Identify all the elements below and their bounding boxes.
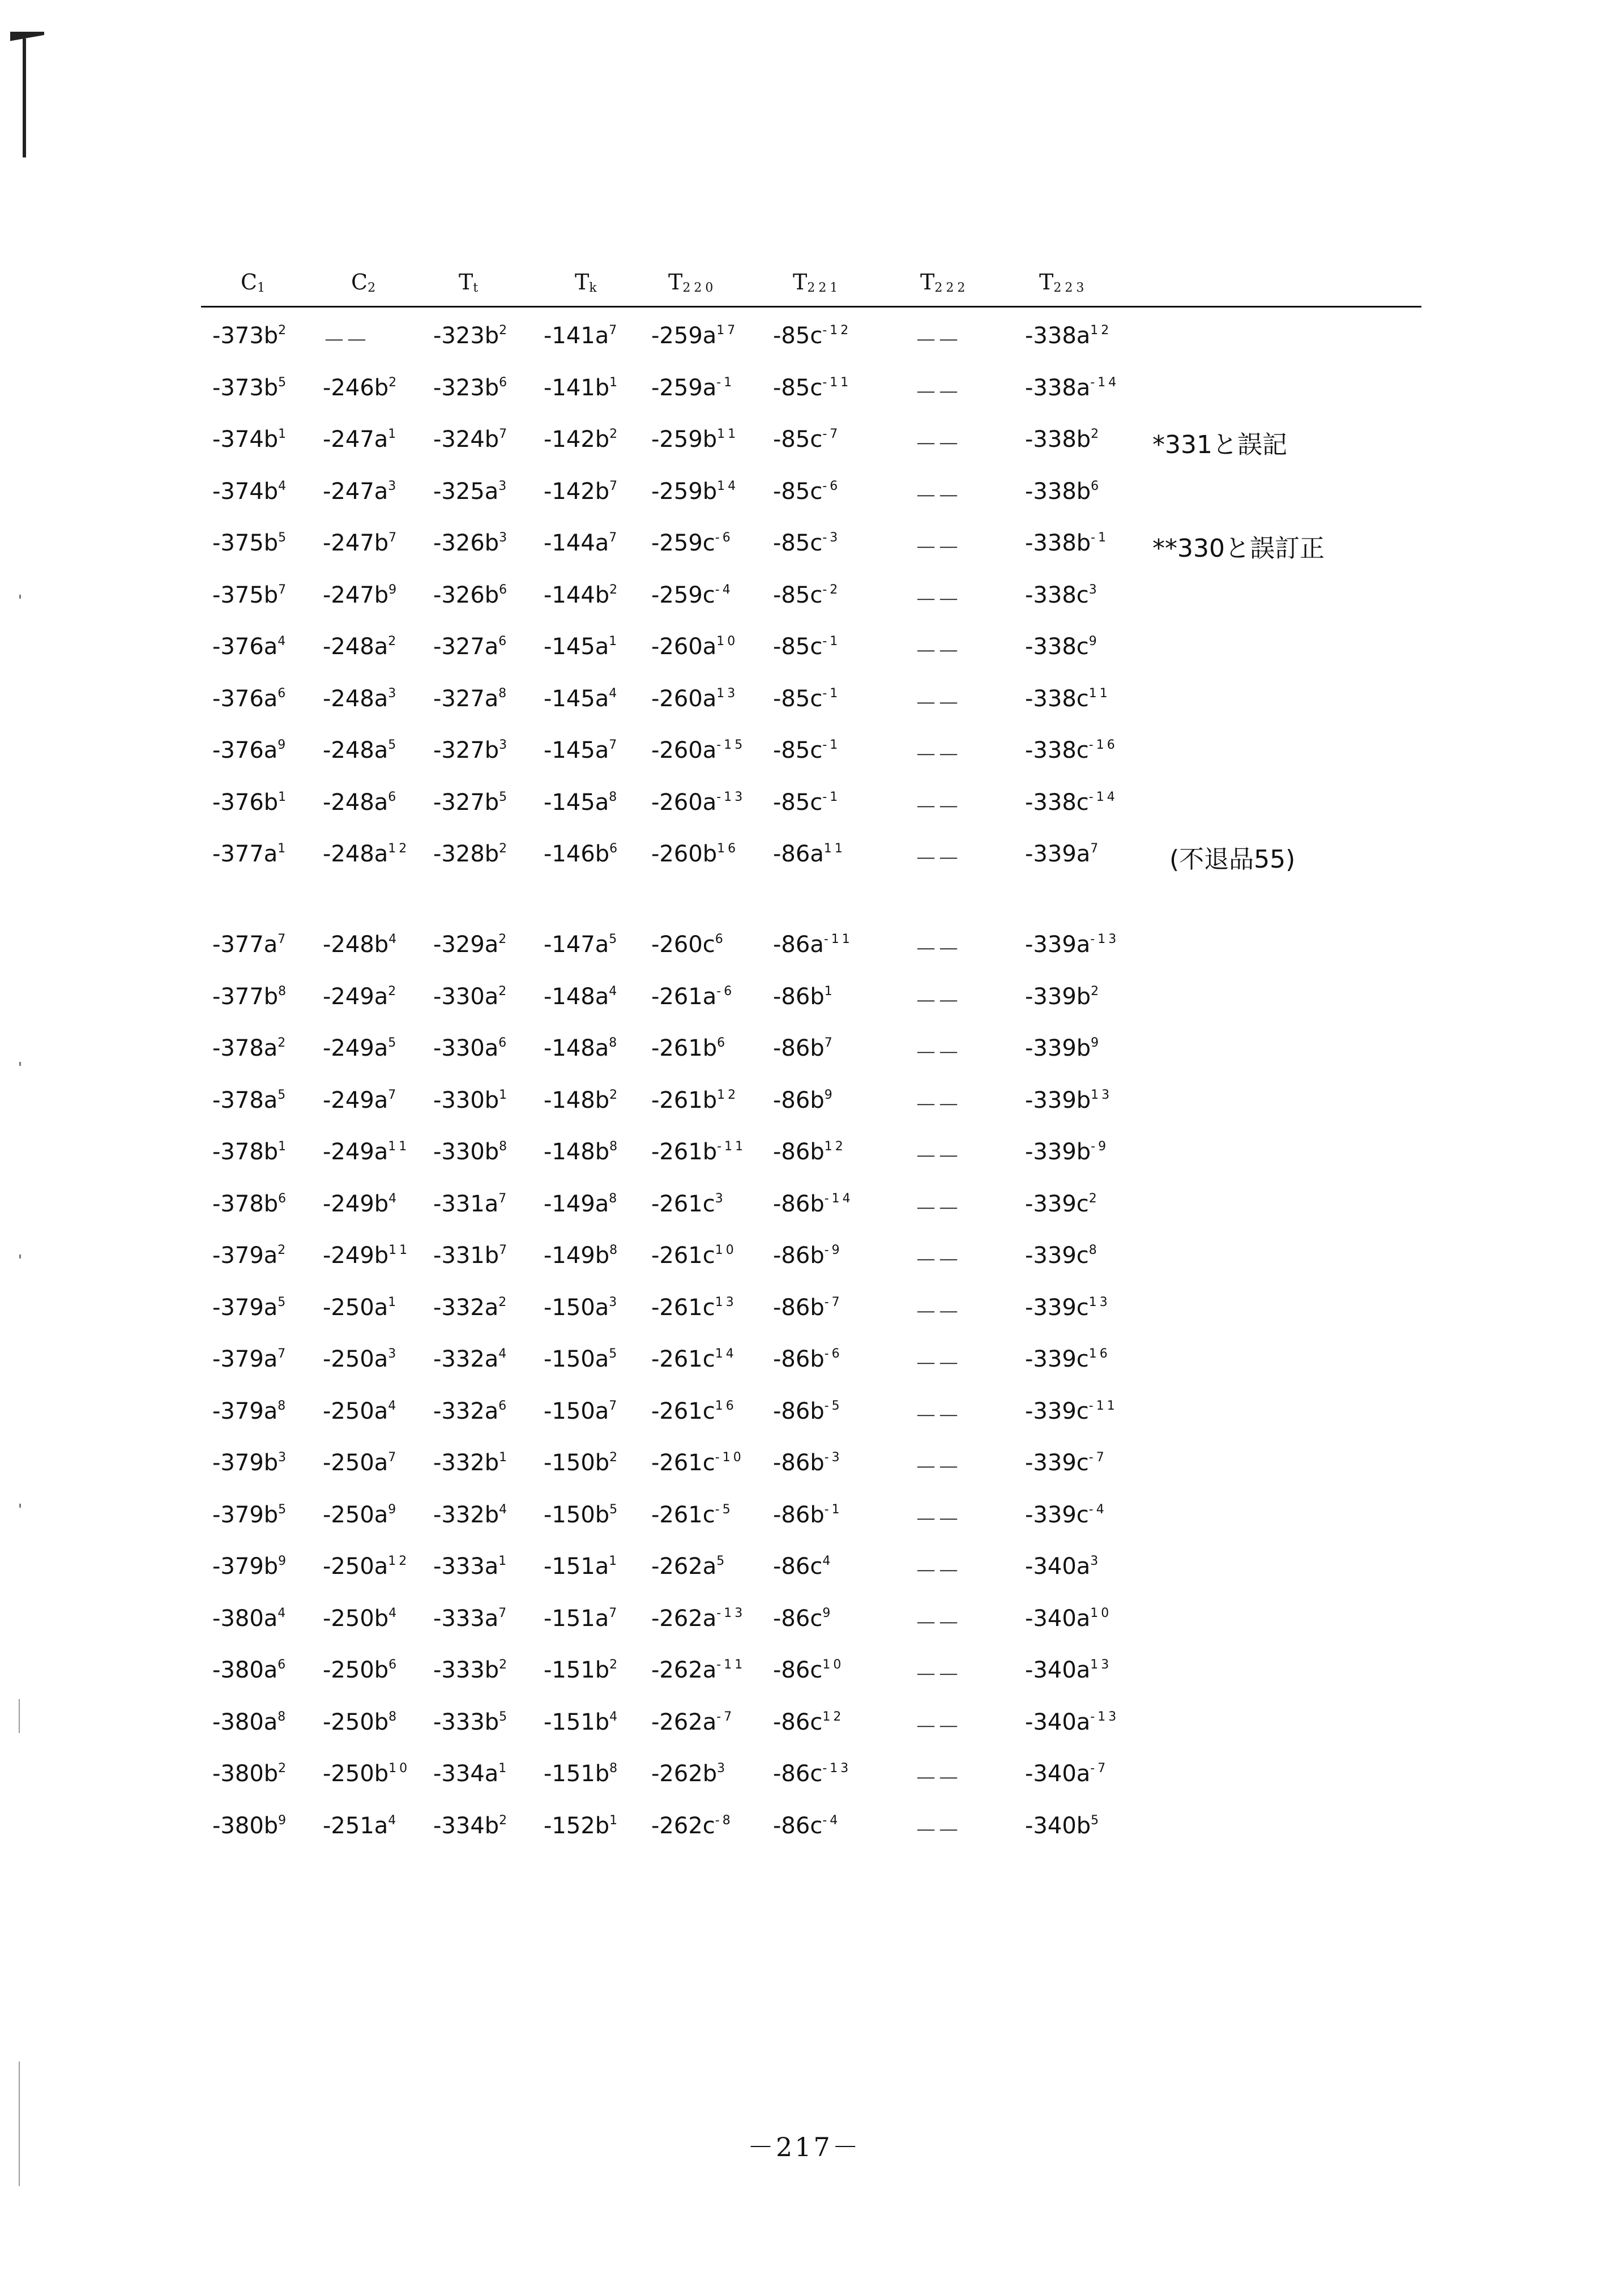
table-cell: $-338a^{12}$ <box>1025 323 1112 349</box>
table-cell: $-250a^3$ <box>323 1346 399 1372</box>
table-cell: $-259c^{-4}$ <box>651 582 733 608</box>
table-cell: $-375b^5$ <box>212 530 289 556</box>
table-cell: $-250b^8$ <box>323 1709 400 1735</box>
table-cell: $-151b^4$ <box>544 1709 621 1735</box>
table-cell: $-339c^{-4}$ <box>1025 1501 1107 1528</box>
table-row <box>201 932 1421 971</box>
table-cell: $-332a^4$ <box>433 1346 510 1372</box>
table-cell: $-85c^{-12}$ <box>773 323 852 349</box>
table-cell: $-261c^{16}$ <box>651 1398 737 1424</box>
table-cell: $-152b^1$ <box>544 1812 621 1839</box>
table-cell: $-333a^7$ <box>433 1605 510 1632</box>
annotation-note: **330と誤訂正 <box>1152 534 1325 563</box>
table-cell: $-339c^8$ <box>1025 1243 1100 1269</box>
table-cell: －－ <box>915 1610 960 1637</box>
table-cell: －－ <box>915 846 960 872</box>
table-row <box>201 737 1421 777</box>
table-cell: －－ <box>915 639 960 665</box>
table-cell: $-86b^{-5}$ <box>773 1398 843 1424</box>
table-row <box>201 686 1421 725</box>
table-cell: $-373b^5$ <box>212 374 289 401</box>
table-cell: $-86b^{-3}$ <box>773 1450 843 1476</box>
table-cell: $-262a^{-13}$ <box>651 1605 746 1632</box>
table-cell: $-378a^5$ <box>212 1087 289 1113</box>
annotation-note: (不退品55) <box>1169 845 1296 874</box>
table-cell: －－ <box>915 1455 960 1481</box>
table-cell: －－ <box>915 1559 960 1585</box>
table-cell: $-338c^{-14}$ <box>1025 789 1118 816</box>
table-cell: $-259b^{11}$ <box>651 426 739 453</box>
table-cell: $-338b^6$ <box>1025 478 1102 505</box>
table-cell: $-260a^{13}$ <box>651 685 738 712</box>
table-row <box>201 1035 1421 1075</box>
table-cell: $-146b^6$ <box>544 841 621 867</box>
table-cell: $-338c^{11}$ <box>1025 685 1111 712</box>
scan-mark-flag <box>10 32 44 49</box>
table-cell: $-85c^{-1}$ <box>773 685 841 712</box>
table-row <box>201 1346 1421 1386</box>
table-cell: $-248a^3$ <box>323 685 399 712</box>
table-row <box>201 1243 1421 1282</box>
scan-edge-line <box>19 2062 20 2186</box>
table-cell: $-380a^4$ <box>212 1605 289 1632</box>
table-cell: $-333b^2$ <box>433 1657 510 1683</box>
table-row <box>201 1761 1421 1800</box>
table-cell: $-151a^1$ <box>544 1554 620 1580</box>
table-cell: $-332a^6$ <box>433 1398 510 1424</box>
table-cell: $-148b^2$ <box>544 1087 621 1113</box>
scan-speck <box>19 595 21 599</box>
table-cell: $-248a^5$ <box>323 737 399 763</box>
table-cell: $-339c^{13}$ <box>1025 1294 1111 1321</box>
table-cell: $-86a^{-11}$ <box>773 932 853 958</box>
table-cell: $-247a^1$ <box>323 426 399 453</box>
column-header: $T_t$ <box>459 270 482 295</box>
table-cell: $-324b^7$ <box>433 426 510 453</box>
table-cell: $-326b^6$ <box>433 582 510 608</box>
annotation-note: *331と誤記 <box>1152 430 1287 459</box>
table-cell: $-150b^2$ <box>544 1450 621 1476</box>
table-cell: $-85c^{-3}$ <box>773 530 841 556</box>
table-row <box>201 789 1421 829</box>
table-cell: $-376a^9$ <box>212 737 289 763</box>
table-cell: $-380a^6$ <box>212 1657 289 1683</box>
table-cell: $-376a^6$ <box>212 685 289 712</box>
table-cell: $-378a^2$ <box>212 1035 289 1061</box>
table-cell: $-376b^1$ <box>212 789 289 816</box>
table-cell: $-261c^{13}$ <box>651 1294 737 1321</box>
table-cell: $-330a^6$ <box>433 1035 510 1061</box>
table-cell: $-339c^{-11}$ <box>1025 1398 1118 1424</box>
table-cell: $-377b^8$ <box>212 983 289 1010</box>
table-cell: $-86c^{-4}$ <box>773 1812 841 1839</box>
table-cell: $-331a^7$ <box>433 1190 510 1217</box>
table-cell: $-326b^3$ <box>433 530 510 556</box>
table-cell: $-250b^6$ <box>323 1657 400 1683</box>
table-cell: －－ <box>915 1040 960 1066</box>
table-cell: $-250a^9$ <box>323 1501 399 1528</box>
table-cell: $-323b^6$ <box>433 374 510 401</box>
table-cell: $-375b^7$ <box>212 582 289 608</box>
table-cell: $-339a^{-13}$ <box>1025 932 1120 958</box>
table-row <box>201 323 1421 362</box>
table-cell: $-250b^{10}$ <box>323 1761 411 1787</box>
table-cell: $-339b^2$ <box>1025 983 1102 1010</box>
table-cell: $-249a^7$ <box>323 1087 399 1113</box>
table-cell: $-323b^2$ <box>433 323 510 349</box>
table-cell: －－ <box>915 379 960 406</box>
table-row <box>201 1087 1421 1127</box>
table-cell: $-150b^5$ <box>544 1501 621 1528</box>
table-cell: $-151b^2$ <box>544 1657 621 1683</box>
table-cell: －－ <box>915 1248 960 1274</box>
table-cell: $-260a^{-15}$ <box>651 737 746 763</box>
table-cell: $-86b^{-9}$ <box>773 1243 843 1269</box>
table-cell: $-251a^4$ <box>323 1812 399 1839</box>
table-header <box>201 249 1421 308</box>
column-header: $T_k$ <box>575 270 600 295</box>
table-cell: $-340a^{-7}$ <box>1025 1761 1109 1787</box>
table-cell: －－ <box>915 1092 960 1119</box>
table-cell: $-86b^{-14}$ <box>773 1190 853 1217</box>
table-cell: $-86c^{12}$ <box>773 1709 844 1735</box>
table-cell: $-260b^{16}$ <box>651 841 739 867</box>
table-cell: $-248a^6$ <box>323 789 399 816</box>
table-cell: $-148b^8$ <box>544 1139 621 1165</box>
table-cell: $-332b^4$ <box>433 1501 510 1528</box>
table-cell: $-144a^7$ <box>544 530 620 556</box>
table-cell: $-339b^{-9}$ <box>1025 1139 1109 1165</box>
table-cell: $-379a^7$ <box>212 1346 289 1372</box>
table-cell: $-86c^4$ <box>773 1554 834 1580</box>
table-row <box>201 1450 1421 1490</box>
table-cell: －－ <box>915 1817 960 1844</box>
table-row <box>201 984 1421 1023</box>
table-cell: $-379b^5$ <box>212 1501 289 1528</box>
table-cell: $-339b^9$ <box>1025 1035 1102 1061</box>
table-cell: $-250b^4$ <box>323 1605 400 1632</box>
table-cell: $-377a^7$ <box>212 932 289 958</box>
table-cell: $-250a^{12}$ <box>323 1554 410 1580</box>
table-cell: $-85c^{-7}$ <box>773 426 841 453</box>
table-cell: $-151a^7$ <box>544 1605 620 1632</box>
table-cell: －－ <box>915 432 960 458</box>
table-cell: $-262c^{-8}$ <box>651 1812 733 1839</box>
table-cell: $-148a^8$ <box>544 1035 620 1061</box>
table-cell: $-261b^6$ <box>651 1035 728 1061</box>
table-cell: $-260a^{10}$ <box>651 634 738 660</box>
table-cell: －－ <box>915 483 960 510</box>
table-cell: $-142b^2$ <box>544 426 621 453</box>
table-cell: $-86a^{11}$ <box>773 841 845 867</box>
table-row <box>201 375 1421 415</box>
table-cell: －－ <box>915 1403 960 1429</box>
column-header: $T_{222}$ <box>920 270 969 295</box>
table-cell: －－ <box>915 742 960 769</box>
table-cell: $-327a^6$ <box>433 634 510 660</box>
table-cell: －－ <box>915 937 960 963</box>
table-cell: －－ <box>915 1351 960 1377</box>
table-cell: －－ <box>915 1714 960 1740</box>
table-cell: $-141a^7$ <box>544 323 620 349</box>
table-cell: $-332b^1$ <box>433 1450 510 1476</box>
table-row <box>201 634 1421 673</box>
table-cell: $-340a^3$ <box>1025 1554 1101 1580</box>
table-cell: $-248b^4$ <box>323 932 400 958</box>
catalog-number-table <box>201 249 1421 1844</box>
table-cell: $-86c^{10}$ <box>773 1657 844 1683</box>
table-cell: $-261c^3$ <box>651 1190 726 1217</box>
table-cell: $-333a^1$ <box>433 1554 510 1580</box>
table-cell: $-86b^1$ <box>773 983 835 1010</box>
table-cell: $-379a^8$ <box>212 1398 289 1424</box>
table-cell: $-262a^{-7}$ <box>651 1709 735 1735</box>
table-cell: $-329a^2$ <box>433 932 510 958</box>
table-cell: $-327a^8$ <box>433 685 510 712</box>
table-cell: $-249b^{11}$ <box>323 1243 411 1269</box>
table-cell: $-148a^4$ <box>544 983 620 1010</box>
table-cell: $-248a^2$ <box>323 634 399 660</box>
column-header: $T_{220}$ <box>668 270 717 295</box>
table-cell: $-330b^1$ <box>433 1087 510 1113</box>
table-cell: $-261c^{10}$ <box>651 1243 737 1269</box>
table-cell: $-378b^6$ <box>212 1190 289 1217</box>
table-cell: $-142b^7$ <box>544 478 621 505</box>
table-cell: $-330a^2$ <box>433 983 510 1010</box>
page-number: －217－ <box>748 2132 861 2162</box>
table-cell: $-340a^{13}$ <box>1025 1657 1112 1683</box>
table-cell: $-338c^9$ <box>1025 634 1100 660</box>
table-cell: $-339c^{16}$ <box>1025 1346 1111 1372</box>
table-cell: $-339a^7$ <box>1025 841 1101 867</box>
table-row <box>201 479 1421 518</box>
table-cell: $-259a^{17}$ <box>651 323 738 349</box>
table-cell: $-379b^9$ <box>212 1554 289 1580</box>
table-cell: $-248a^{12}$ <box>323 841 410 867</box>
table-cell: $-261c^{-10}$ <box>651 1450 744 1476</box>
table-cell: $-150a^3$ <box>544 1294 620 1321</box>
table-cell: $-340b^5$ <box>1025 1812 1102 1839</box>
table-cell: $-85c^{-1}$ <box>773 789 841 816</box>
table-cell: $-246b^2$ <box>323 374 400 401</box>
table-cell: －－ <box>915 535 960 561</box>
table-cell: $-85c^{-1}$ <box>773 737 841 763</box>
table-cell: $-262b^3$ <box>651 1761 728 1787</box>
table-cell: $-85c^{-2}$ <box>773 582 841 608</box>
table-cell: $-327b^3$ <box>433 737 510 763</box>
table-cell: $-331b^7$ <box>433 1243 510 1269</box>
table-cell: $-374b^4$ <box>212 478 289 505</box>
table-row <box>201 1657 1421 1697</box>
table-cell: $-145a^1$ <box>544 634 620 660</box>
table-cell: $-86b^{-1}$ <box>773 1501 843 1528</box>
table-cell: －－ <box>915 328 960 354</box>
table-row <box>201 1295 1421 1334</box>
scan-edge-line <box>19 1699 20 1733</box>
column-header: $T_{221}$ <box>793 270 842 295</box>
table-cell: $-380b^9$ <box>212 1812 289 1839</box>
table-cell: $-144b^2$ <box>544 582 621 608</box>
table-cell: －－ <box>915 1299 960 1326</box>
table-cell: $-261b^{-11}$ <box>651 1139 746 1165</box>
table-cell: $-338c^3$ <box>1025 582 1100 608</box>
table-cell: $-250a^7$ <box>323 1450 399 1476</box>
table-cell: $-379a^2$ <box>212 1243 289 1269</box>
table-cell: －－ <box>915 1662 960 1688</box>
table-cell: $-141b^1$ <box>544 374 621 401</box>
table-cell: $-334b^2$ <box>433 1812 510 1839</box>
table-cell: $-150a^7$ <box>544 1398 620 1424</box>
table-cell: $-249a^2$ <box>323 983 399 1010</box>
table-cell: $-85c^{-1}$ <box>773 634 841 660</box>
table-cell: －－ <box>915 988 960 1015</box>
table-row <box>201 1709 1421 1749</box>
table-cell: $-340a^{-13}$ <box>1025 1709 1120 1735</box>
scan-binding-mark <box>10 16 40 157</box>
table-cell: $-330b^8$ <box>433 1139 510 1165</box>
table-cell: $-325a^3$ <box>433 478 510 505</box>
table-row <box>201 1398 1421 1438</box>
table-cell: －－ <box>915 1144 960 1170</box>
table-cell: $-261c^{14}$ <box>651 1346 737 1372</box>
table-cell: $-373b^2$ <box>212 323 289 349</box>
table-row <box>201 1502 1421 1542</box>
table-cell: $-86c^9$ <box>773 1605 834 1632</box>
table-cell: －－ <box>915 1196 960 1222</box>
table-cell: $-247a^3$ <box>323 478 399 505</box>
table-cell: $-86b^{12}$ <box>773 1139 846 1165</box>
scan-mark-bar <box>23 39 26 157</box>
table-cell: $-334a^1$ <box>433 1761 510 1787</box>
table-cell: $-332a^2$ <box>433 1294 510 1321</box>
table-cell: $-340a^{10}$ <box>1025 1605 1112 1632</box>
table-cell: $-333b^5$ <box>433 1709 510 1735</box>
table-cell: $-339c^{-7}$ <box>1025 1450 1107 1476</box>
table-cell: $-328b^2$ <box>433 841 510 867</box>
table-row <box>201 1813 1421 1853</box>
table-cell: $-377a^1$ <box>212 841 289 867</box>
table-cell: $-338b^2$ <box>1025 426 1102 453</box>
scan-speck <box>19 1254 21 1258</box>
table-cell: $-260c^6$ <box>651 932 726 958</box>
table-cell: $-380a^8$ <box>212 1709 289 1735</box>
table-cell: －－ <box>915 587 960 613</box>
table-cell: $-259a^{-1}$ <box>651 374 735 401</box>
table-cell: $-261a^{-6}$ <box>651 983 735 1010</box>
table-cell: －－ <box>915 1507 960 1533</box>
table-cell: $-86c^{-13}$ <box>773 1761 852 1787</box>
table-cell: $-247b^7$ <box>323 530 400 556</box>
table-cell: $-249a^5$ <box>323 1035 399 1061</box>
column-header: $C_1$ <box>241 270 269 295</box>
column-header: $C_2$ <box>351 270 379 295</box>
table-cell: $-378b^1$ <box>212 1139 289 1165</box>
table-row <box>201 1191 1421 1231</box>
table-cell: $-149a^8$ <box>544 1190 620 1217</box>
table-row <box>201 1554 1421 1593</box>
table-cell: －－ <box>915 794 960 821</box>
table-row <box>201 1606 1421 1645</box>
scan-speck <box>19 1504 21 1508</box>
table-cell: －－ <box>915 1766 960 1792</box>
table-cell: $-150a^5$ <box>544 1346 620 1372</box>
table-cell: $-249b^4$ <box>323 1190 400 1217</box>
table-cell: $-149b^8$ <box>544 1243 621 1269</box>
table-cell: $-249a^{11}$ <box>323 1139 410 1165</box>
table-cell: －－ <box>915 690 960 717</box>
table-cell: $-338a^{-14}$ <box>1025 374 1120 401</box>
table-cell: $-86b^7$ <box>773 1035 835 1061</box>
table-cell: $-260a^{-13}$ <box>651 789 746 816</box>
table-cell: $-151b^8$ <box>544 1761 621 1787</box>
table-cell: $-379a^5$ <box>212 1294 289 1321</box>
table-cell: $-145a^4$ <box>544 685 620 712</box>
table-cell: $-85c^{-11}$ <box>773 374 852 401</box>
table-cell: $-147a^5$ <box>544 932 620 958</box>
table-cell: $-380b^2$ <box>212 1761 289 1787</box>
table-cell: $-86b^{-7}$ <box>773 1294 843 1321</box>
table-cell: $-259b^{14}$ <box>651 478 739 505</box>
table-cell: $-376a^4$ <box>212 634 289 660</box>
table-cell: $-250a^1$ <box>323 1294 399 1321</box>
table-cell: $-262a^5$ <box>651 1554 728 1580</box>
table-cell: －－ <box>323 328 368 354</box>
table-cell: $-327b^5$ <box>433 789 510 816</box>
table-cell: $-145a^7$ <box>544 737 620 763</box>
column-header: $T_{223}$ <box>1039 270 1088 295</box>
table-cell: $-145a^8$ <box>544 789 620 816</box>
table-cell: $-86b^9$ <box>773 1087 835 1113</box>
table-cell: $-338c^{-16}$ <box>1025 737 1118 763</box>
table-cell: $-379b^3$ <box>212 1450 289 1476</box>
table-cell: $-338b^{-1}$ <box>1025 530 1109 556</box>
table-cell: $-85c^{-6}$ <box>773 478 841 505</box>
table-cell: $-259c^{-6}$ <box>651 530 733 556</box>
table-cell: $-262a^{-11}$ <box>651 1657 746 1683</box>
table-row <box>201 582 1421 622</box>
table-cell: $-247b^9$ <box>323 582 400 608</box>
table-cell: $-261b^{12}$ <box>651 1087 739 1113</box>
table-row <box>201 1139 1421 1179</box>
table-cell: $-86b^{-6}$ <box>773 1346 843 1372</box>
table-cell: $-339c^2$ <box>1025 1190 1100 1217</box>
table-cell: $-374b^1$ <box>212 426 289 453</box>
table-cell: $-339b^{13}$ <box>1025 1087 1113 1113</box>
table-cell: $-261c^{-5}$ <box>651 1501 733 1528</box>
table-cell: $-250a^4$ <box>323 1398 399 1424</box>
scan-speck <box>19 1062 21 1066</box>
